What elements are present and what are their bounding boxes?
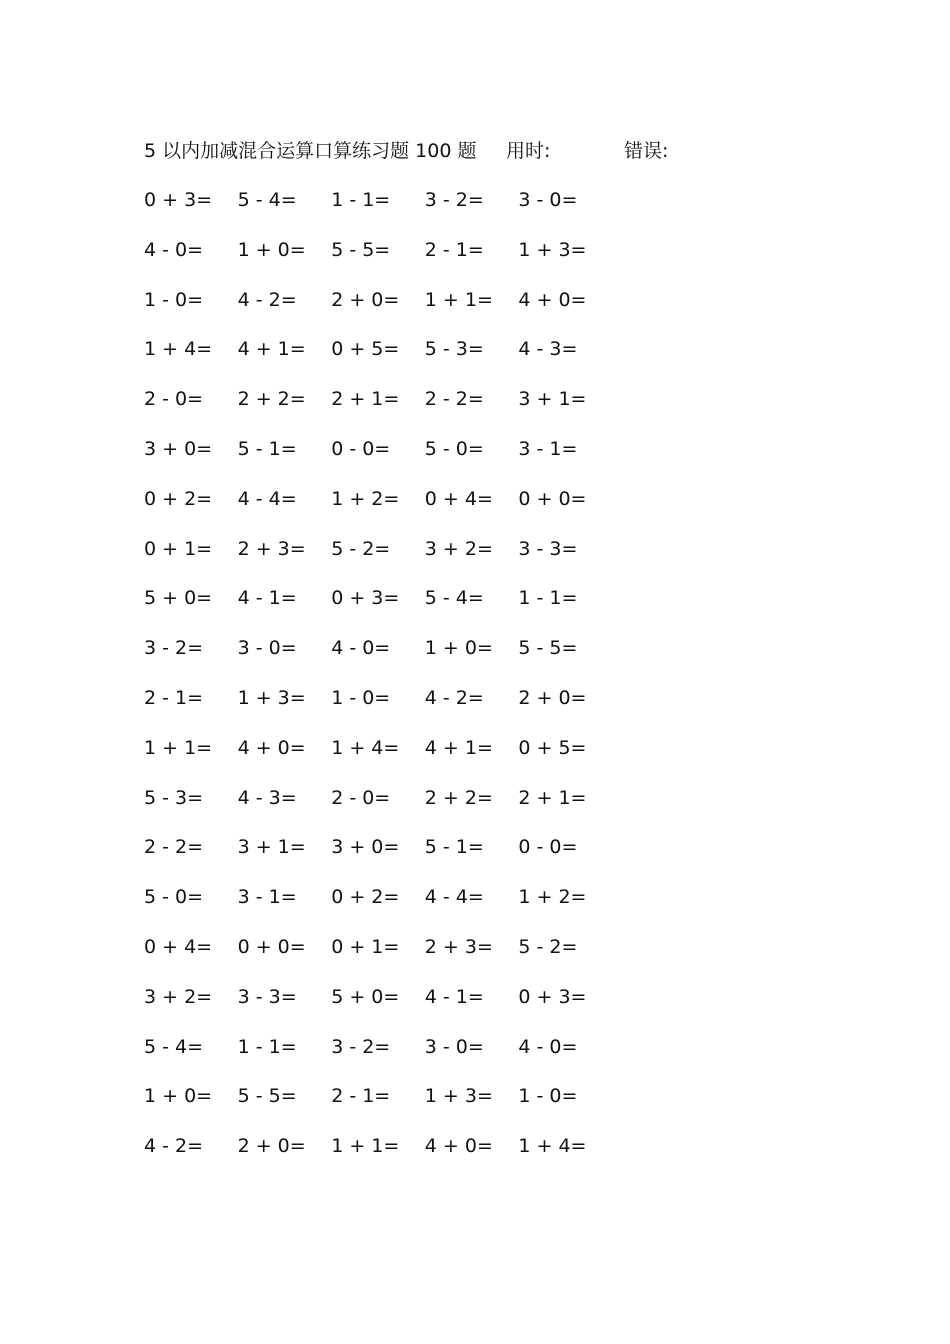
arithmetic-problem: 2 - 1= [144, 686, 204, 709]
arithmetic-problem: 1 - 1= [331, 189, 391, 211]
arithmetic-problem: 4 - 4= [237, 487, 297, 510]
arithmetic-problem: 4 - 2= [424, 686, 484, 709]
arithmetic-problem: 4 + 0= [237, 736, 306, 759]
problem-grid [144, 185, 624, 1181]
arithmetic-problem: 0 + 4= [424, 487, 493, 510]
worksheet-header [144, 136, 764, 166]
arithmetic-problem: 5 - 0= [144, 886, 204, 909]
arithmetic-problem: 3 - 1= [518, 437, 578, 460]
arithmetic-problem: 1 - 0= [518, 1085, 578, 1108]
arithmetic-problem: 3 - 3= [237, 985, 297, 1008]
arithmetic-problem: 0 + 1= [331, 935, 400, 958]
arithmetic-problem: 1 - 1= [518, 587, 578, 610]
arithmetic-problem: 3 - 2= [144, 637, 204, 660]
arithmetic-problem: 3 + 0= [144, 437, 213, 460]
arithmetic-problem: 0 + 0= [237, 935, 306, 958]
arithmetic-problem: 1 + 0= [144, 1085, 213, 1108]
arithmetic-problem: 3 - 1= [237, 886, 297, 909]
arithmetic-problem: 1 + 1= [144, 736, 213, 759]
arithmetic-problem: 0 - 0= [331, 437, 391, 460]
arithmetic-problem: 0 + 5= [518, 736, 587, 759]
arithmetic-problem: 2 - 1= [424, 238, 484, 261]
arithmetic-problem: 4 - 1= [237, 587, 297, 610]
arithmetic-problem: 5 - 4= [424, 587, 484, 610]
arithmetic-problem: 1 + 0= [237, 238, 306, 261]
arithmetic-problem: 3 - 2= [331, 1035, 391, 1058]
arithmetic-problem: 1 + 1= [331, 1135, 400, 1158]
error-count-label: 错误: [624, 140, 669, 162]
arithmetic-problem: 1 + 4= [518, 1135, 587, 1158]
arithmetic-problem: 1 + 1= [424, 288, 493, 311]
arithmetic-problem: 1 + 3= [424, 1085, 493, 1108]
arithmetic-problem: 4 - 2= [144, 1135, 204, 1158]
arithmetic-problem: 3 + 2= [144, 985, 213, 1008]
arithmetic-problem: 3 - 2= [424, 189, 484, 211]
arithmetic-problem: 5 - 1= [424, 836, 484, 859]
arithmetic-problem: 0 + 5= [331, 338, 400, 361]
arithmetic-problem: 4 + 1= [424, 736, 493, 759]
arithmetic-problem: 1 + 2= [331, 487, 400, 510]
arithmetic-problem: 0 + 2= [144, 487, 213, 510]
arithmetic-problem: 0 + 1= [144, 537, 213, 560]
arithmetic-problem: 5 + 0= [144, 587, 213, 610]
arithmetic-problem: 3 - 0= [237, 637, 297, 660]
arithmetic-problem: 0 + 3= [518, 985, 587, 1008]
arithmetic-problem: 5 - 4= [144, 1035, 204, 1058]
arithmetic-problem: 4 - 1= [424, 985, 484, 1008]
arithmetic-problem: 5 - 5= [331, 238, 391, 261]
arithmetic-problem: 0 + 3= [331, 587, 400, 610]
arithmetic-problem: 2 + 0= [518, 686, 587, 709]
arithmetic-problem: 1 + 3= [518, 238, 587, 261]
arithmetic-problem: 5 - 3= [144, 786, 204, 809]
arithmetic-problem: 1 - 0= [144, 288, 204, 311]
arithmetic-problem: 4 - 3= [237, 786, 297, 809]
arithmetic-problem: 4 - 2= [237, 288, 297, 311]
arithmetic-problem: 5 - 5= [237, 1085, 297, 1108]
arithmetic-problem: 4 + 1= [237, 338, 306, 361]
arithmetic-problem: 1 + 3= [237, 686, 306, 709]
arithmetic-problem: 2 + 0= [331, 288, 400, 311]
arithmetic-problem: 1 - 0= [331, 686, 391, 709]
arithmetic-problem: 5 - 2= [518, 935, 578, 958]
arithmetic-problem: 5 - 2= [331, 537, 391, 560]
arithmetic-problem: 3 - 0= [518, 189, 578, 211]
arithmetic-problem: 5 - 0= [424, 437, 484, 460]
arithmetic-problem: 4 + 0= [518, 288, 587, 311]
arithmetic-problem: 5 - 1= [237, 437, 297, 460]
arithmetic-problem: 2 + 2= [237, 388, 306, 411]
arithmetic-problem: 2 - 0= [144, 388, 204, 411]
arithmetic-problem: 1 + 0= [424, 637, 493, 660]
arithmetic-problem: 4 - 0= [331, 637, 391, 660]
arithmetic-problem: 0 + 4= [144, 935, 213, 958]
arithmetic-problem: 4 - 4= [424, 886, 484, 909]
arithmetic-problem: 5 - 5= [518, 637, 578, 660]
arithmetic-problem: 3 + 1= [237, 836, 306, 859]
arithmetic-problem: 4 - 0= [144, 238, 204, 261]
arithmetic-problem: 4 - 3= [518, 338, 578, 361]
arithmetic-problem: 2 + 1= [518, 786, 587, 809]
arithmetic-problem: 4 - 0= [518, 1035, 578, 1058]
arithmetic-problem: 0 + 2= [331, 886, 400, 909]
arithmetic-problem: 3 - 3= [518, 537, 578, 560]
arithmetic-problem: 0 + 3= [144, 189, 213, 211]
arithmetic-problem: 2 - 1= [331, 1085, 391, 1108]
arithmetic-problem: 2 - 0= [331, 786, 391, 809]
arithmetic-problem: 2 + 3= [424, 935, 493, 958]
arithmetic-problem: 0 + 0= [518, 487, 587, 510]
arithmetic-problem: 2 + 2= [424, 786, 493, 809]
arithmetic-problem: 2 - 2= [144, 836, 204, 859]
arithmetic-problem: 3 + 1= [518, 388, 587, 411]
arithmetic-problem: 2 + 0= [237, 1135, 306, 1158]
arithmetic-problem: 3 + 2= [424, 537, 493, 560]
arithmetic-problem: 2 - 2= [424, 388, 484, 411]
arithmetic-problem: 1 + 4= [144, 338, 213, 361]
arithmetic-problem: 1 - 1= [237, 1035, 297, 1058]
worksheet-title: 5 以内加减混合运算口算练习题 100 题 [144, 140, 477, 162]
arithmetic-problem: 3 - 0= [424, 1035, 484, 1058]
time-used-label: 用时: [506, 140, 551, 162]
arithmetic-problem: 5 + 0= [331, 985, 400, 1008]
arithmetic-problem: 2 + 3= [237, 537, 306, 560]
arithmetic-problem: 1 + 2= [518, 886, 587, 909]
arithmetic-problem: 2 + 1= [331, 388, 400, 411]
arithmetic-problem: 5 - 3= [424, 338, 484, 361]
arithmetic-problem: 4 + 0= [424, 1135, 493, 1158]
arithmetic-problem: 3 + 0= [331, 836, 400, 859]
arithmetic-problem: 5 - 4= [237, 189, 297, 211]
arithmetic-problem: 0 - 0= [518, 836, 578, 859]
arithmetic-problem: 1 + 4= [331, 736, 400, 759]
